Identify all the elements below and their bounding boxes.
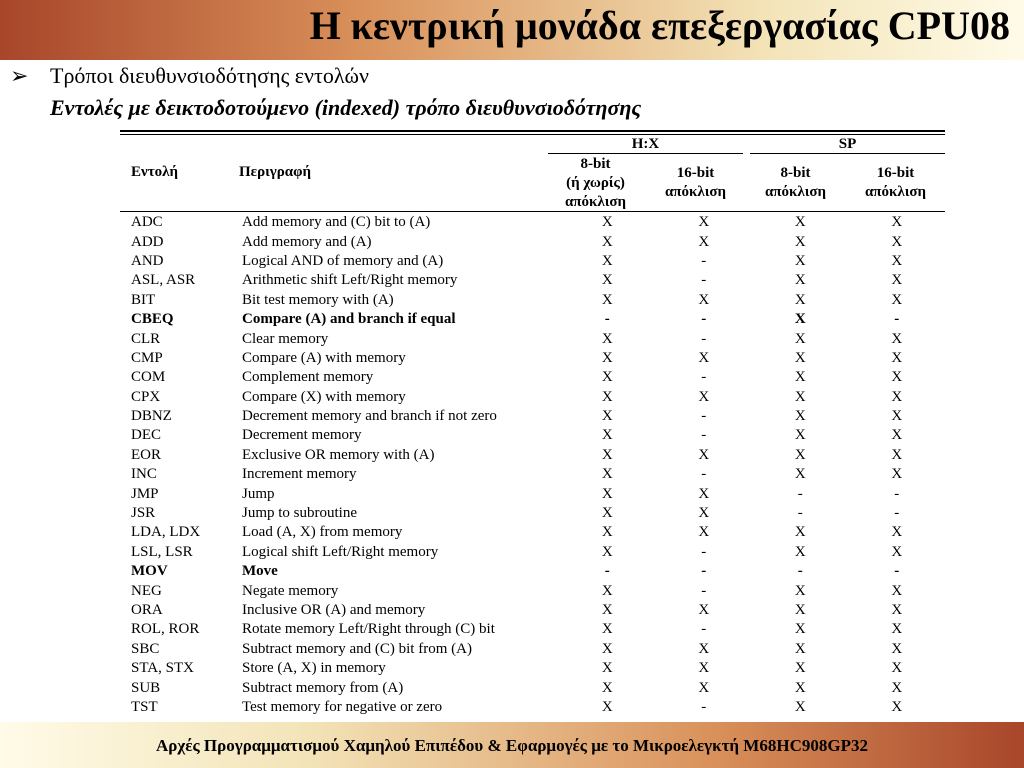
description-cell: Arithmetic shift Left/Right memory	[242, 272, 458, 289]
sp-8bit-cell: X	[794, 543, 806, 560]
description-cell: Compare (A) with memory	[242, 349, 406, 366]
hx-16bit-cell: X	[698, 291, 710, 308]
sp-8bit-cell: X	[794, 427, 806, 444]
description-cell: Logical AND of memory and (A)	[242, 252, 444, 269]
sp-8bit-cell: -	[797, 485, 803, 502]
sp-16bit-cell: X	[891, 679, 903, 696]
table-row	[120, 659, 945, 678]
hx-8bit-cell: X	[601, 272, 613, 289]
table-row	[120, 426, 945, 445]
hx-8bit-cell: X	[601, 446, 613, 463]
sp-8bit-cell: X	[794, 582, 806, 599]
description-cell: Compare (X) with memory	[242, 388, 406, 405]
hx-8bit-cell: X	[601, 485, 613, 502]
hx-16bit-cell: -	[701, 252, 707, 269]
instruction-cell: JSR	[131, 505, 156, 522]
instruction-cell: CPX	[131, 388, 161, 405]
sp-16bit-cell: X	[891, 427, 903, 444]
hx-16bit-cell: -	[701, 466, 707, 483]
table-row	[120, 232, 945, 251]
description-cell: Jump to subroutine	[242, 505, 357, 522]
sp-8bit-cell: X	[794, 214, 806, 231]
sp-8bit-cell: X	[794, 369, 806, 386]
hx-8bit-cell: X	[601, 660, 613, 677]
instruction-cell: SBC	[131, 640, 160, 657]
table-row	[120, 407, 945, 426]
sp-16bit-cell: X	[891, 272, 903, 289]
instruction-cell: AND	[131, 252, 164, 269]
hx-16bit-cell: X	[698, 602, 710, 618]
hx-8bit-cell: -	[604, 563, 610, 580]
description-cell: Negate memory	[242, 582, 339, 599]
hx-16bit-cell: X	[698, 485, 710, 502]
description-cell: Complement memory	[242, 369, 374, 386]
hx-8bit-cell: X	[601, 408, 613, 425]
sp-8bit-cell: X	[794, 698, 806, 715]
instruction-cell: DEC	[131, 427, 161, 444]
table-row	[120, 640, 945, 659]
sp-16bit-cell: X	[891, 291, 903, 308]
table-row	[120, 446, 945, 465]
instruction-table	[120, 213, 945, 717]
sp-8bit-cell: X	[794, 679, 806, 696]
sp-16bit-cell: X	[891, 252, 903, 269]
sp-16bit-cell: X	[891, 388, 903, 405]
sp-16bit-cell: X	[891, 621, 903, 638]
hx-16bit-cell: X	[698, 640, 710, 657]
sp-16bit-cell: X	[891, 582, 903, 599]
sp-16bit-cell: X	[891, 698, 903, 715]
column-header-instruction: Εντολή	[131, 164, 179, 180]
sp-8bit-cell: X	[794, 640, 806, 657]
description-cell: Add memory and (C) bit to (A)	[242, 214, 431, 231]
instruction-cell: STA, STX	[131, 660, 194, 677]
instruction-cell: COM	[131, 369, 166, 386]
description-cell: Inclusive OR (A) and memory	[242, 602, 426, 618]
sp-16bit-cell: X	[891, 466, 903, 483]
sp-16bit-cell: X	[891, 233, 903, 250]
table-row	[120, 620, 945, 639]
description-cell: Logical shift Left/Right memory	[242, 543, 439, 560]
instruction-cell: MOV	[131, 563, 168, 580]
instruction-cell: CBEQ	[131, 311, 174, 328]
header-line: 16-bit	[676, 165, 715, 181]
header-line: απόκλιση	[664, 184, 727, 200]
hx-16bit-cell: X	[698, 446, 710, 463]
hx-16bit-cell: -	[701, 369, 707, 386]
description-cell: Rotate memory Left/Right through (C) bit	[242, 621, 495, 638]
hx-16bit-cell: -	[701, 698, 707, 715]
hx-16bit-cell: X	[698, 679, 710, 696]
table-row	[120, 562, 945, 581]
instruction-cell: SUB	[131, 679, 161, 696]
column-header-hx-8bit	[548, 155, 643, 212]
description-cell: Subtract memory from (A)	[242, 679, 404, 696]
sp-16bit-cell: X	[891, 543, 903, 560]
description-cell: Store (A, X) in memory	[242, 660, 386, 677]
sp-8bit-cell: -	[797, 505, 803, 522]
sp-8bit-cell: X	[794, 602, 806, 618]
header-line: απόκλιση	[864, 184, 927, 200]
description-cell: Jump	[242, 485, 275, 502]
description-cell: Exclusive OR memory with (A)	[242, 446, 435, 463]
sp-8bit-cell: X	[794, 524, 806, 541]
description-cell: Compare (A) and branch if equal	[242, 311, 456, 328]
sp-8bit-cell: X	[794, 466, 806, 483]
table-row	[120, 504, 945, 523]
header-line: απόκλιση	[564, 194, 627, 210]
description-cell: Add memory and (A)	[242, 233, 372, 250]
sp-8bit-cell: X	[794, 233, 806, 250]
hx-8bit-cell: X	[601, 543, 613, 560]
hx-16bit-cell: -	[701, 543, 707, 560]
hx-8bit-cell: X	[601, 214, 613, 231]
hx-16bit-cell: -	[701, 272, 707, 289]
hx-8bit-cell: X	[601, 505, 613, 522]
description-cell: Clear memory	[242, 330, 329, 347]
column-header-hx-16bit	[648, 164, 743, 202]
description-cell: Bit test memory with (A)	[242, 291, 394, 308]
hx-16bit-cell: -	[701, 582, 707, 599]
instruction-cell: CMP	[131, 349, 163, 366]
table-row	[120, 213, 945, 232]
description-cell: Decrement memory	[242, 427, 362, 444]
hx-16bit-cell: X	[698, 524, 710, 541]
table-top-rule	[120, 130, 945, 132]
sp-16bit-cell: X	[891, 602, 903, 618]
instruction-cell: TST	[131, 698, 158, 715]
hx-8bit-cell: X	[601, 698, 613, 715]
hx-8bit-cell: X	[601, 252, 613, 269]
sp-8bit-cell: X	[794, 660, 806, 677]
hx-8bit-cell: X	[601, 640, 613, 657]
description-cell: Increment memory	[242, 466, 357, 483]
table-row	[120, 349, 945, 368]
sp-8bit-cell: X	[794, 408, 806, 425]
section-subheading: Εντολές με δεικτοδοτούμενο (indexed) τρόπο διευθυνσιοδότησης	[50, 95, 642, 120]
description-cell: Load (A, X) from memory	[242, 524, 403, 541]
instruction-cell: ASL, ASR	[131, 272, 196, 289]
hx-16bit-cell: X	[698, 388, 710, 405]
table-row	[120, 291, 945, 310]
table-row	[120, 601, 945, 620]
sp-16bit-cell: -	[894, 485, 900, 502]
sp-16bit-cell: X	[891, 214, 903, 231]
hx-16bit-cell: X	[698, 214, 710, 231]
hx-16bit-cell: -	[701, 427, 707, 444]
hx-16bit-cell: X	[698, 660, 710, 677]
table-row	[120, 698, 945, 717]
instruction-cell: LDA, LDX	[131, 524, 201, 541]
description-cell: Decrement memory and branch if not zero	[242, 408, 497, 425]
header-line: απόκλιση	[764, 184, 827, 200]
table-row	[120, 329, 945, 348]
table-row	[120, 368, 945, 387]
hx-16bit-cell: X	[698, 505, 710, 522]
sp-8bit-cell: X	[794, 446, 806, 463]
table-row	[120, 581, 945, 600]
instruction-cell: BIT	[131, 291, 156, 308]
sp-16bit-cell: -	[894, 311, 900, 328]
description-cell: Move	[242, 563, 278, 580]
table-header-bottom-rule	[120, 211, 945, 212]
sp-16bit-cell: X	[891, 330, 903, 347]
column-header-sp-8bit	[748, 164, 843, 202]
column-header-sp-16bit	[848, 164, 943, 202]
bullet-arrow-icon: ➢	[10, 63, 29, 88]
sp-16bit-cell: X	[891, 408, 903, 425]
hx-8bit-cell: X	[601, 524, 613, 541]
sp-16bit-cell: -	[894, 563, 900, 580]
hx-8bit-cell: X	[601, 621, 613, 638]
footer-text: Αρχές Προγραμματισμού Χαμηλού Επιπέδου & Εφαρμογές με το Μικροελεγκτή M68HC908GP32	[156, 736, 868, 755]
sp-16bit-cell: X	[891, 369, 903, 386]
sp-8bit-cell: X	[794, 330, 806, 347]
column-header-description: Περιγραφή	[239, 164, 312, 180]
hx-8bit-cell: X	[601, 330, 613, 347]
hx-16bit-cell: -	[701, 563, 707, 580]
table-row	[120, 484, 945, 503]
hx-8bit-cell: X	[601, 291, 613, 308]
hx-8bit-cell: X	[601, 679, 613, 696]
header-line: 8-bit	[780, 165, 811, 181]
section-heading: Τρόποι διευθυνσιοδότησης εντολών	[50, 63, 369, 88]
instruction-cell: CLR	[131, 330, 161, 347]
group-sp-header: SP	[838, 136, 857, 152]
hx-16bit-cell: -	[701, 408, 707, 425]
slide-title: Η κεντρική μονάδα επεξεργασίας CPU08	[309, 3, 1010, 48]
sp-8bit-cell: X	[794, 252, 806, 269]
instruction-cell: NEG	[131, 582, 162, 599]
instruction-table-body	[120, 213, 945, 717]
header-line: 8-bit	[580, 156, 611, 172]
instruction-cell: EOR	[131, 446, 161, 463]
table-row	[120, 310, 945, 329]
sp-8bit-cell: -	[797, 563, 803, 580]
hx-16bit-cell: -	[701, 330, 707, 347]
table-row	[120, 543, 945, 562]
table-row	[120, 678, 945, 697]
header-line: 16-bit	[876, 165, 915, 181]
sp-8bit-cell: X	[794, 621, 806, 638]
instruction-cell: ADD	[131, 233, 164, 250]
instruction-cell: LSL, LSR	[131, 543, 193, 560]
sp-16bit-cell: -	[894, 505, 900, 522]
table-row	[120, 252, 945, 271]
hx-16bit-cell: X	[698, 349, 710, 366]
hx-16bit-cell: -	[701, 311, 707, 328]
instruction-cell: INC	[131, 466, 157, 483]
instruction-cell: JMP	[131, 485, 159, 502]
instruction-cell: ADC	[131, 214, 163, 231]
sp-8bit-cell: X	[794, 311, 806, 328]
sp-16bit-cell: X	[891, 446, 903, 463]
instruction-cell: DBNZ	[131, 408, 172, 425]
hx-8bit-cell: X	[601, 602, 613, 618]
table-row	[120, 523, 945, 542]
hx-8bit-cell: X	[601, 427, 613, 444]
sp-16bit-cell: X	[891, 640, 903, 657]
hx-8bit-cell: X	[601, 388, 613, 405]
description-cell: Test memory for negative or zero	[242, 698, 443, 715]
table-row	[120, 465, 945, 484]
header-line: (ή χωρίς)	[566, 175, 625, 191]
instruction-cell: ROL, ROR	[131, 621, 200, 638]
hx-8bit-cell: -	[604, 311, 610, 328]
description-cell: Subtract memory and (C) bit from (A)	[242, 640, 472, 657]
instruction-cell: ORA	[131, 602, 163, 618]
hx-8bit-cell: X	[601, 233, 613, 250]
sp-16bit-cell: X	[891, 349, 903, 366]
hx-16bit-cell: -	[701, 621, 707, 638]
hx-8bit-cell: X	[601, 369, 613, 386]
sp-8bit-cell: X	[794, 291, 806, 308]
sp-8bit-cell: X	[794, 349, 806, 366]
hx-8bit-cell: X	[601, 582, 613, 599]
sp-8bit-cell: X	[794, 272, 806, 289]
sp-16bit-cell: X	[891, 660, 903, 677]
group-hx-header: H:X	[631, 136, 660, 152]
hx-8bit-cell: X	[601, 466, 613, 483]
sp-8bit-cell: X	[794, 388, 806, 405]
hx-16bit-cell: X	[698, 233, 710, 250]
table-row	[120, 271, 945, 290]
table-row	[120, 388, 945, 407]
hx-8bit-cell: X	[601, 349, 613, 366]
sp-16bit-cell: X	[891, 524, 903, 541]
